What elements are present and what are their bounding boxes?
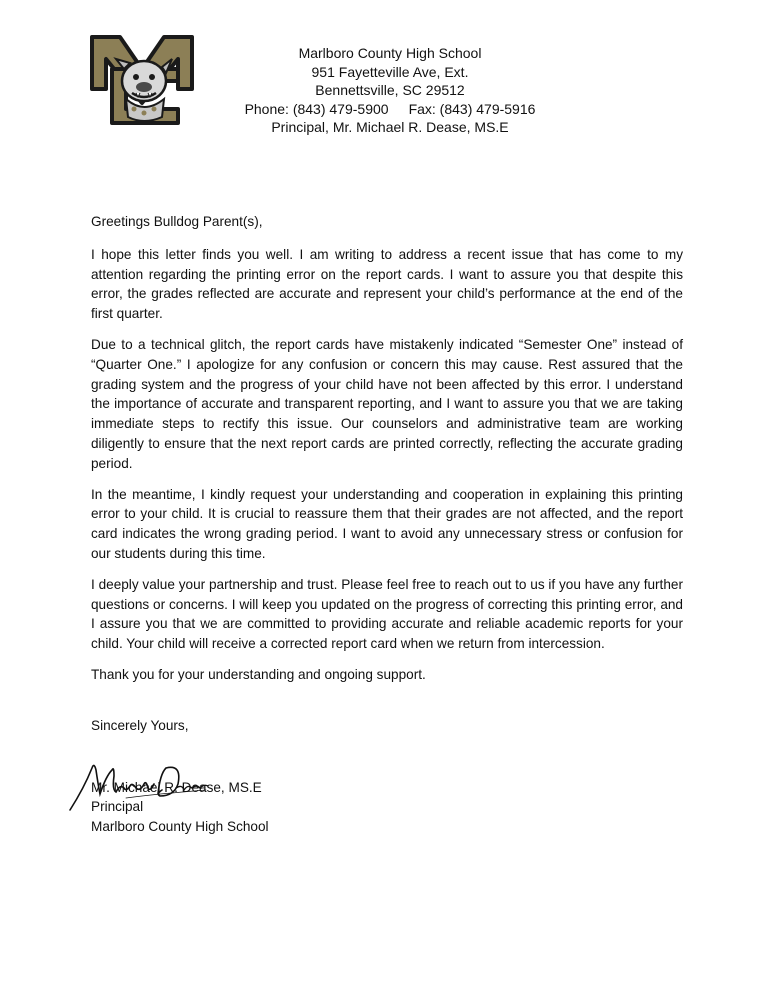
contact-line [210,100,570,119]
fax-number: Fax: (843) 479-5916 [408,100,536,117]
closing-salutation: Sincerely Yours, [91,717,189,733]
letterhead [210,44,570,137]
paragraph-5: Thank you for your understanding and ongoing support. [91,666,426,682]
address-line-2: Bennettsville, SC 29512 [315,82,465,98]
paragraph-2: Due to a technical glitch, the report cards have mistakenly indicated “Semester One” instead of “Quarter One.” I apologize for any confusion or concern this may cause. Rest assured that the grading system and the progress of your child have not been affected by this error. I understand the importance of accurate and transparent reporting, and I want to assure you that we are taking immediate steps to rectify this issue. Our counselors and administrative team are working diligently to ensure that the next report cards are printed correctly, reflecting the accurate grading period. [91,336,683,471]
paragraph-1: I hope this letter finds you well. I am writing to address a recent issue that has come to my attention regarding the printing error on the report cards. I want to assure you that despite this error, the grades reflected are accurate and represent your child’s performance at the end of the first quarter. [91,246,683,322]
handwritten-signature [66,754,216,814]
school-logo [86,29,198,131]
address-line-1: 951 Fayetteville Ave, Ext. [311,63,469,80]
paragraph-4: I deeply value your partnership and trust. Please feel free to reach out to us if you have any further questions or concerns. I will keep you updated on the progress of correcting this printing error, and I assure you that we are committed to providing accurate and reliable academic reports for your child. Your child will receive a corrected report card when we return from intercession. [91,576,683,652]
signer-name: Mr. Michael R. Dease, MS.E [91,779,262,795]
greeting: Greetings Bulldog Parent(s), [91,214,263,229]
principal-line: Principal, Mr. Michael R. Dease, MS.E [271,119,509,135]
letter-body [91,212,683,837]
phone-number: Phone: (843) 479-5900 [244,100,389,117]
signer-title: Principal [91,799,144,815]
school-name: Marlboro County High School [298,45,482,61]
paragraph-3: In the meantime, I kindly request your understanding and cooperation in explaining this printing error to your child. It is crucial to reassure them that their grades are not affected, and the report card indicates the wrong grading period. I want to avoid any unnecessary stress or confusion for our students during this time. [91,486,683,561]
signer-organization: Marlboro County High School [91,819,269,835]
